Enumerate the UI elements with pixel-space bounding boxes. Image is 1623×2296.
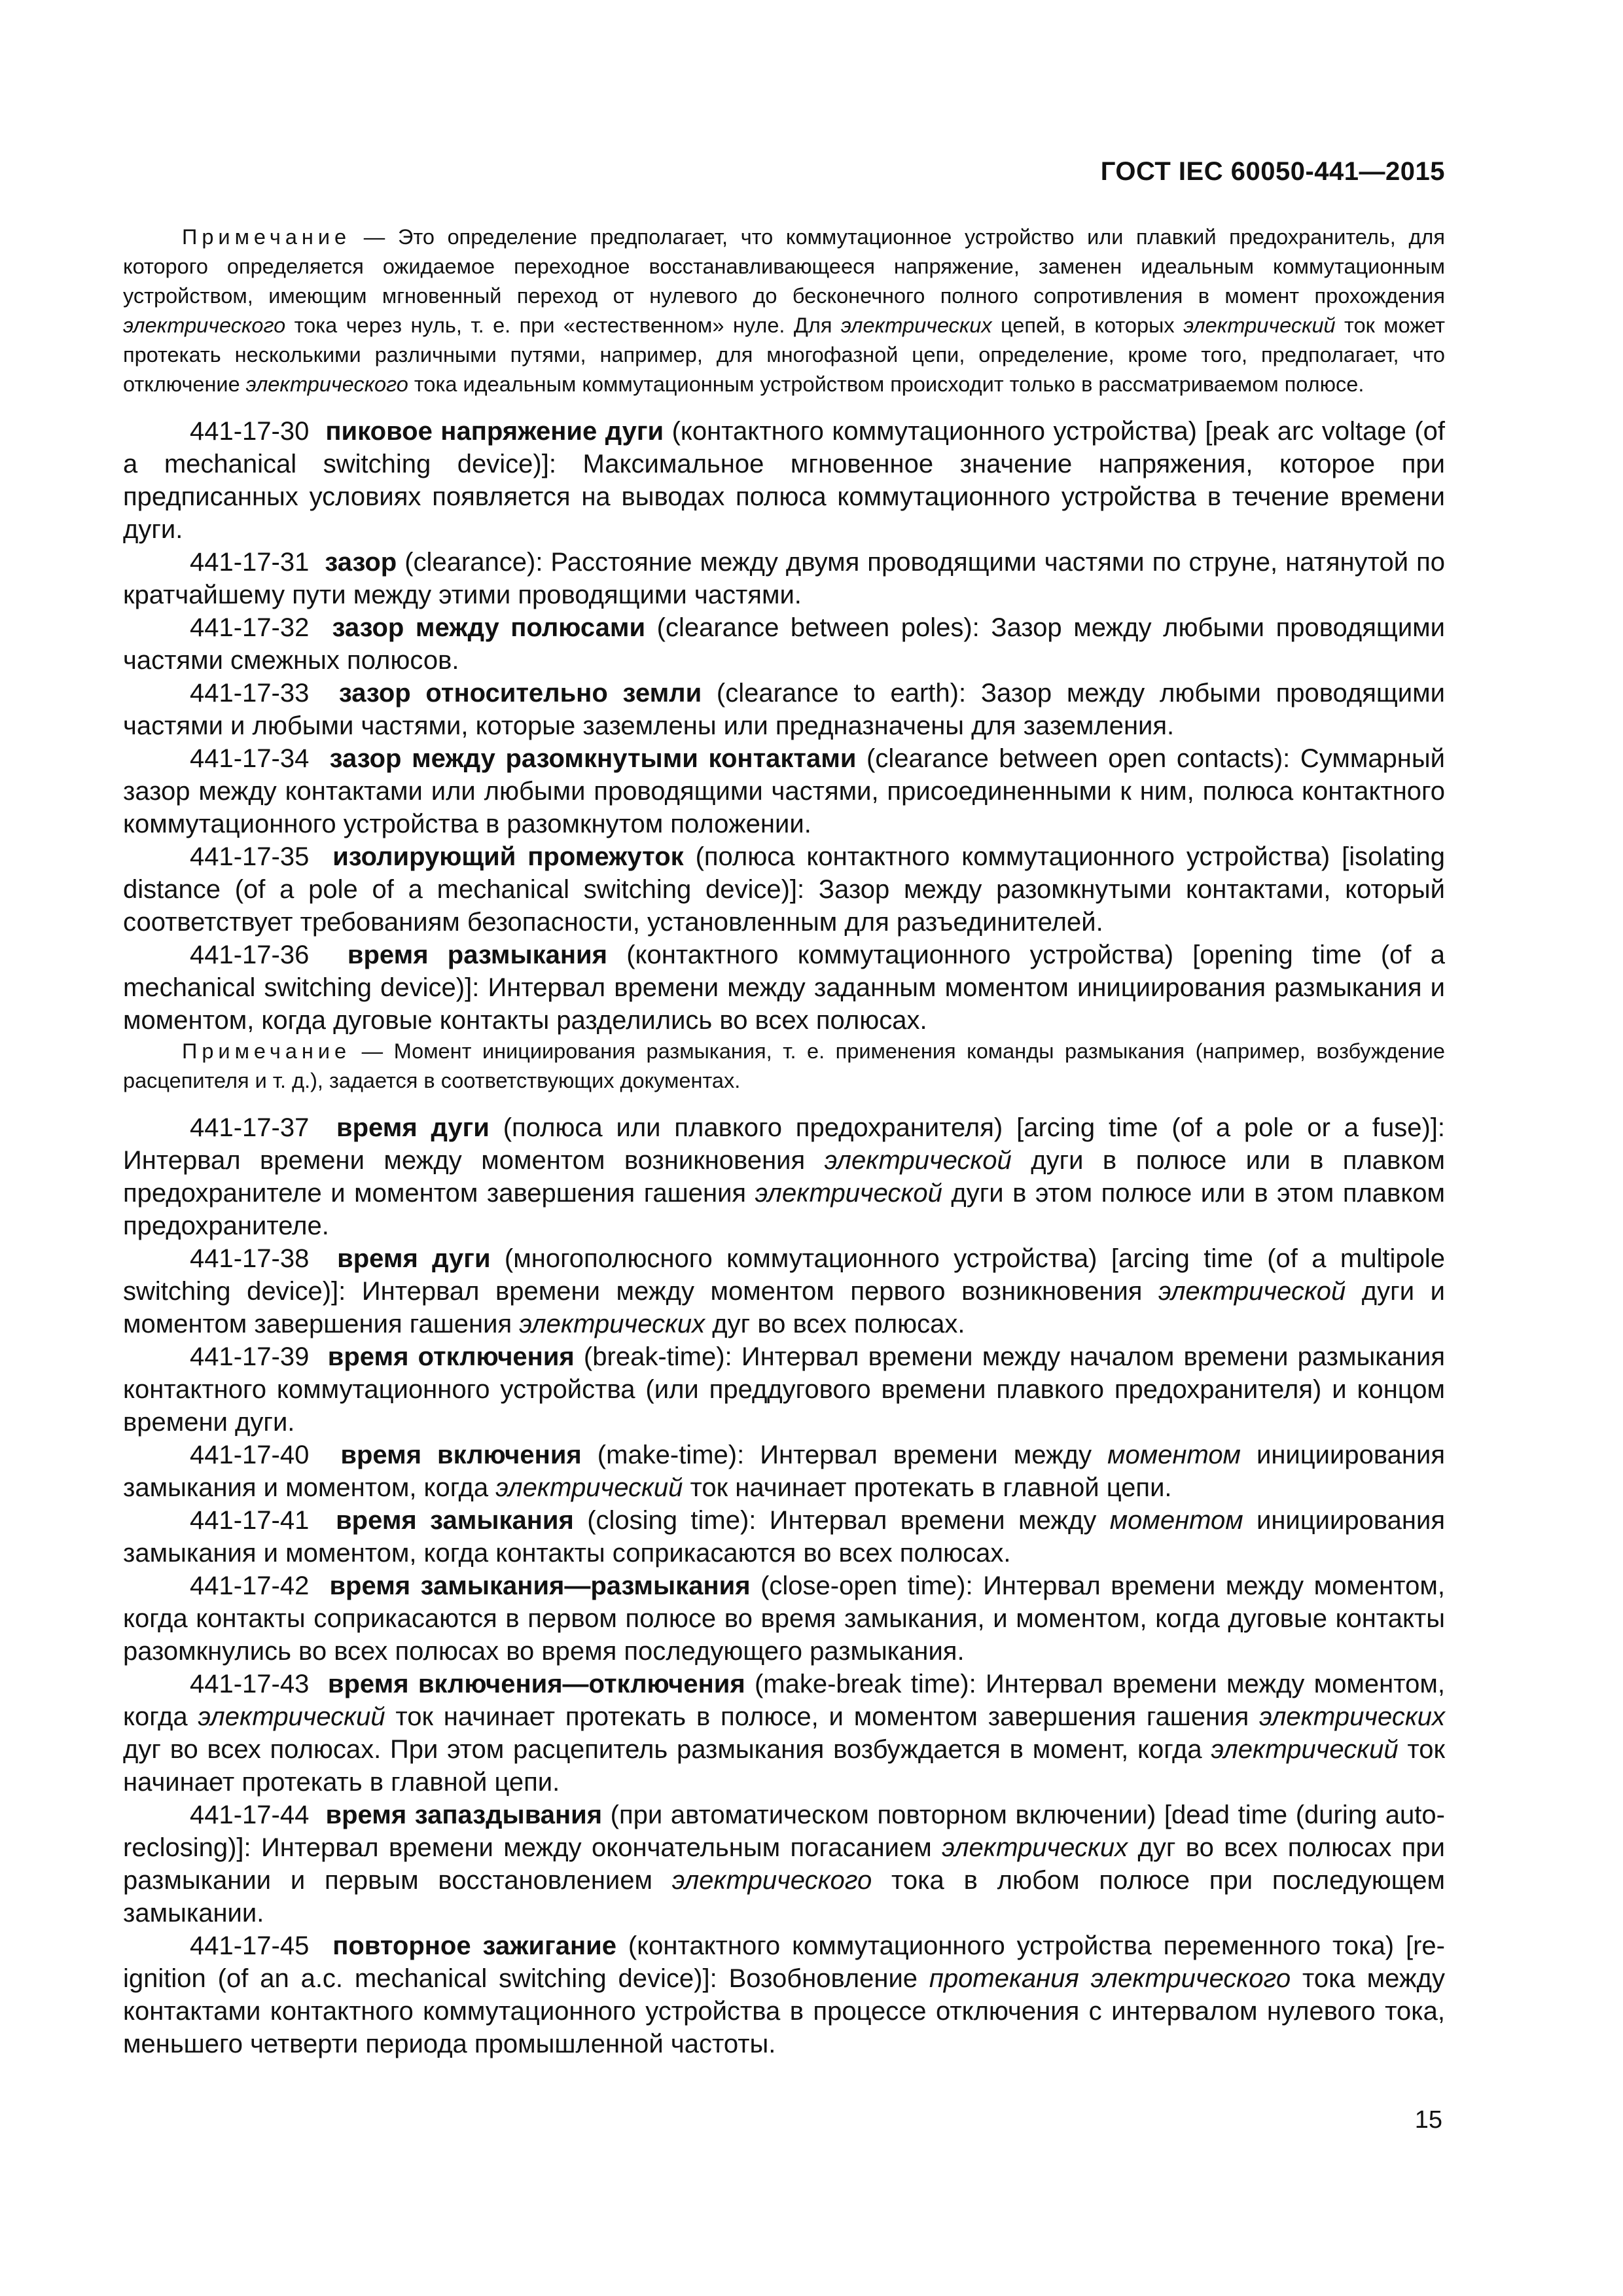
term-entry <box>123 1439 1445 1504</box>
term-entry <box>123 1929 1445 2060</box>
italic-term: электрической <box>755 1179 942 1208</box>
term-number: 441-17-43 <box>190 1670 310 1698</box>
term-name: зазор <box>325 548 397 577</box>
italic-term: электрических <box>840 314 992 337</box>
text-run: (clearance between open contacts): Суммарный зазор между контактами или любыми проводящими частями, присоединенными к ним, полюса контактного коммутационного устройства в разомкнутом положении. <box>123 744 1445 838</box>
term-number: 441-17-37 <box>190 1113 310 1142</box>
note-dash: — <box>351 1039 394 1063</box>
text-run: дуги в этом полюсе или в этом плавком предохранителе. <box>123 1179 1446 1240</box>
text-run: (многополюсного коммутационного устройства) [arcing time (of a multipole switching device)]: Интервал времени между моментом первого возникновения <box>123 1244 1445 1306</box>
term-name: время дуги <box>337 1244 491 1273</box>
term-name: время замыкания—размыкания <box>329 1571 751 1600</box>
term-entry <box>123 939 1445 1037</box>
term-number: 441-17-33 <box>190 679 310 708</box>
term-number: 441-17-45 <box>190 1931 310 1960</box>
text-run: (close-open time): Интервал времени между моментом, когда контакты соприкасаются в первом полюсе во время замыкания, и моментом, когда дуговые контакты разомкнулись во всех полюсах во время последующего размыкания. <box>123 1571 1445 1666</box>
text-run: (контактного коммутационного устройства) [opening time (of a mechanical switching device)]: Интервал времени между заданным моментом инициирования размыкания и моментом, когда дуговые контакты разделились во всех полюсах. <box>123 941 1445 1035</box>
standard-header: ГОСТ IEC 60050-441—2015 <box>1100 157 1445 186</box>
term-number: 441-17-36 <box>190 941 310 969</box>
text-run: (clearance to earth): Зазор между любыми проводящими частями и любыми частями, которые заземлены или предназначены для заземления. <box>123 679 1445 740</box>
italic-term: электрический <box>198 1702 385 1731</box>
text-run: дуг во всех полюсах. <box>705 1310 965 1338</box>
term-number: 441-17-34 <box>190 744 310 773</box>
term-entry <box>123 1340 1445 1439</box>
italic-term: электрических <box>942 1833 1128 1862</box>
text-run: (полюса или плавкого предохранителя) [arcing time (of a pole or a fuse)]: Интервал времени между моментом возникновения <box>123 1113 1445 1175</box>
page-number: 15 <box>1414 2106 1442 2134</box>
text-run: (полюса контактного коммутационного устройства) [isolating distance (of a pole of a mechanical switching device)]: Зазор между разомкнутыми контактами, который соответствует требованиям безопасности, установленным для разъединителей. <box>123 842 1446 937</box>
text-run: (break-time): Интервал времени между началом времени размыкания контактного коммутационного устройства (или преддугового времени плавкого предохранителя) и концом времени дуги. <box>123 1342 1445 1437</box>
text-run: тока в любом полюсе при последующем замыкании. <box>123 1866 1445 1928</box>
term-name: зазор между полюсами <box>332 613 646 642</box>
text-run: (make-time): Интервал времени между <box>581 1441 1108 1469</box>
italic-term: электрический <box>1183 314 1336 337</box>
text-run: (clearance between poles): Зазор между любыми проводящими частями смежных полюсов. <box>123 613 1446 675</box>
term-number: 441-17-40 <box>190 1441 310 1469</box>
term-name: повторное зажигание <box>332 1931 616 1960</box>
term-number: 441-17-39 <box>190 1342 310 1371</box>
term-number: 441-17-41 <box>190 1506 310 1535</box>
text-run: (closing time): Интервал времени между <box>573 1506 1110 1535</box>
italic-term: электрического <box>245 372 408 396</box>
text-run: (make-break time): Интервал времени между моментом, когда <box>123 1670 1445 1731</box>
text-run: ток начинает протекать в полюсе, и моментом завершения гашения <box>385 1702 1260 1731</box>
note-label: Примечание <box>182 225 351 249</box>
term-number: 441-17-31 <box>190 548 310 577</box>
term-name: время запаздывания <box>325 1801 603 1829</box>
italic-term: электрического <box>123 314 286 337</box>
term-entry <box>123 1242 1445 1340</box>
text-run: цепей, в которых <box>991 314 1184 337</box>
text-run: дуг во всех полюсах при размыкании и первым восстановлением <box>123 1833 1446 1895</box>
term-number: 441-17-44 <box>190 1801 310 1829</box>
term-name: время включения <box>340 1441 582 1469</box>
text-run: тока через нуль, т. е. при «естественном» нуле. Для <box>285 314 841 337</box>
italic-term: электрической <box>1158 1277 1346 1306</box>
text-run: дуг во всех полюсах. При этом расцепитель размыкания возбуждается в момент, когда <box>123 1735 1211 1764</box>
italic-term: электрического <box>671 1866 872 1895</box>
note-dash: — <box>351 225 398 249</box>
italic-term: моментом <box>1107 1441 1241 1469</box>
term-name: время отключения <box>327 1342 575 1371</box>
text-run: Момент инициирования размыкания, т. е. применения команды размыкания (например, возбуждение расцепителя и т. д.), задается в соответствующих документах. <box>123 1039 1445 1092</box>
term-name: зазор относительно земли <box>338 679 702 708</box>
term-name: изолирующий промежуток <box>332 842 684 871</box>
term-name: зазор между разомкнутыми контактами <box>329 744 857 773</box>
term-entry <box>123 742 1445 840</box>
term-name: время замыкания <box>336 1506 574 1535</box>
note-paragraph <box>123 223 1445 399</box>
italic-term: электрической <box>824 1146 1012 1175</box>
text-run: дуги и моментом завершения гашения <box>123 1277 1446 1338</box>
term-entry <box>123 546 1445 611</box>
term-entry <box>123 415 1445 546</box>
note-label: Примечание <box>182 1039 351 1063</box>
term-entry <box>123 1570 1445 1668</box>
italic-term: электрических <box>519 1310 705 1338</box>
term-name: время включения—отключения <box>327 1670 745 1698</box>
text-run: ток начинает протекать в главной цепи. <box>123 1735 1445 1797</box>
text-run: (контактного коммутационного устройства) [peak arc voltage (of a mechanical switching device)]: Максимальное мгновенное значение напряжения, которое при предписанных условиях появляется на выводах полюса коммутационного устройства в течение времени дуги. <box>123 417 1446 544</box>
term-entry <box>123 677 1445 742</box>
text-run: (clearance): Расстояние между двумя проводящими частями по струне, натянутой по кратчайшему пути между этими проводящими частями. <box>123 548 1446 609</box>
text-run: тока между контактами контактного коммутационного устройства в процессе отключения с интервалом нулевого тока, меньшего четверти периода промышленной частоты. <box>123 1964 1445 2058</box>
term-number: 441-17-42 <box>190 1571 310 1600</box>
term-entry <box>123 611 1445 677</box>
term-name: время дуги <box>336 1113 490 1142</box>
term-number: 441-17-38 <box>190 1244 310 1273</box>
note-paragraph <box>123 1037 1445 1096</box>
italic-term: электрический <box>1211 1735 1399 1764</box>
italic-term: протекания электрического <box>929 1964 1291 1993</box>
term-entry <box>123 1504 1445 1570</box>
italic-term: электрический <box>495 1473 683 1502</box>
text-run: ток начинает протекать в главной цепи. <box>683 1473 1172 1502</box>
term-name: пиковое напряжение дуги <box>325 417 664 446</box>
text-run: дуги в полюсе или в плавком предохранителе и моментом завершения гашения <box>123 1146 1445 1208</box>
text-run: инициирования замыкания и моментом, когда контакты соприкасаются во всех полюсах. <box>123 1506 1445 1568</box>
term-entry <box>123 1799 1445 1929</box>
text-run: тока идеальным коммутационным устройством происходит только в рассматриваемом полюсе. <box>408 372 1364 396</box>
term-entry <box>123 840 1445 939</box>
text-run: (при автоматическом повторном включении) [dead time (during auto-reclosing)]: Интервал времени между окончательным погасанием <box>123 1801 1445 1862</box>
text-run: Это определение предполагает, что коммутационное устройство или плавкий предохранитель, для которого определяется ожидаемое переходное восстанавливающееся напряжение, заменен идеальным коммутационным устройством, имеющим мгновенный переход от нулевого до бесконечного полного сопротивления в момент прохождения <box>123 225 1445 308</box>
entries-group-b <box>123 1111 1445 2060</box>
text-run: (контактного коммутационного устройства переменного тока) [re-ignition (of an a.c. mechanical switching device)]: Возобновление <box>123 1931 1445 1993</box>
italic-term: моментом <box>1109 1506 1243 1535</box>
term-number: 441-17-30 <box>190 417 310 446</box>
term-name: время размыкания <box>347 941 607 969</box>
term-entry <box>123 1668 1445 1799</box>
term-number: 441-17-35 <box>190 842 310 871</box>
page-content <box>123 223 1445 2060</box>
text-run: ток может протекать несколькими различными путями, например, для многофазной цепи, определение, кроме того, предполагает, что отключение <box>123 314 1445 396</box>
term-entry <box>123 1111 1445 1242</box>
term-number: 441-17-32 <box>190 613 310 642</box>
text-run: инициирования замыкания и моментом, когда <box>123 1441 1445 1502</box>
entries-group-a <box>123 415 1445 1037</box>
italic-term: электрических <box>1259 1702 1445 1731</box>
